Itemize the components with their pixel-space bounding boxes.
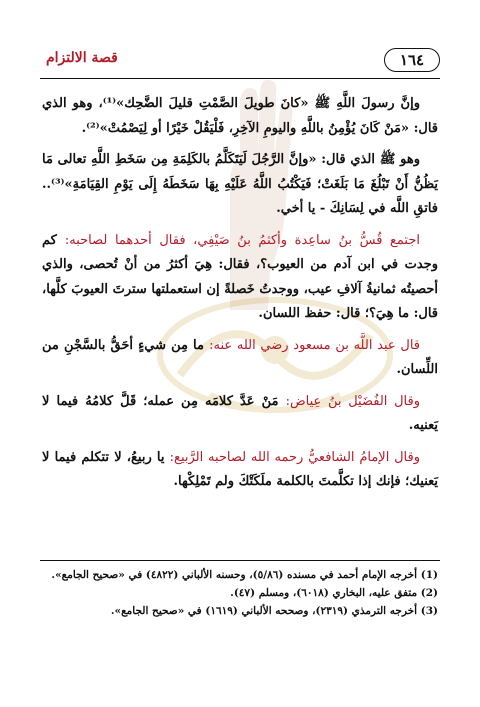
paragraph-text: ما مِن شيءٍ أحَقُّ بالسَّجْنِ من اللِّسان.	[42, 337, 438, 377]
footnote: (1) أخرجه الإمام أحمد في مسنده (٥/٨٦)، وحسنه الألباني (٤٨٢٢) في «صحيح الجامع».	[51, 569, 438, 581]
paragraph	[42, 148, 438, 222]
footnote-rule	[40, 560, 440, 561]
paragraph-text: وهو ﷺ الذي قال: «وإنَّ الرَّجُلَ لَيَتَكَلَّمُ بالكَلِمَةِ مِن سَخَطِ اللَّهِ تعالى مَا يَظُنُّ أَنْ تَبْلُغَ مَا بَلَغَتْ؛ فَيَكْتُبُ اللَّهُ عَلَيْهِ بِهَا سَخَطَهُ إِلَى يَوْمِ القِيَامَةِ»⁽³⁾.. فاتقِ اللَّه في لِسَانِكَ - يا أخي.	[42, 152, 438, 216]
page-header	[40, 48, 440, 76]
running-title: قصة الالتزام	[46, 50, 118, 66]
paragraph	[42, 92, 438, 141]
footnote: (3) أخرجه الترمذي (٢٣١٩)، وصححه الألباني (١٦١٩) في «صحيح الجامع».	[110, 605, 438, 617]
quote-attribution: وقال الإمامُ الشافعيُّ رحمه الله لصاحبه الرَّبيع:	[169, 449, 420, 465]
quote-attribution: وقال الفُضَيْل بنُ عِياض:	[285, 393, 420, 409]
paragraph	[42, 334, 438, 383]
page-number: ١٦٤	[384, 48, 440, 72]
paragraph	[42, 446, 438, 495]
footnotes	[42, 566, 438, 620]
paragraph-text: مَنْ عَدَّ كلامَه مِن عمله؛ قَلَّ كلامُهُ فيما لا يَعنيه.	[42, 393, 438, 433]
header-rule	[40, 78, 440, 79]
footnote: (2) متفق عليه، البخاري (٦٠١٨)، ومسلم (٤٧).	[230, 587, 438, 599]
paragraph-text: كم وجدت في ابن آدم من العيوب؟، فقال: هِيَ أكثرُ من أنْ تُحصى، والذي أحصيتُه ثمانيةُ آلافِ عيب، ووجدتُ خَصلةً إن استعملتها سترتَ العيوبَ كلَّها، قال: ما هِيَ؟؛ قال: حفظ اللسان.	[42, 232, 438, 321]
paragraph-text: وإنَّ رسولَ اللَّهِ ﷺ «كانَ طويلَ الصَّمْتِ قليلَ الضَّحِك»⁽¹⁾، وهو الذي قال: «مَنْ كَانَ يُؤْمِنُ باللَّهِ واليومِ الآخِرِ، فَلْيَقُلْ خَيْرًا أو لِيَصْمُتْ»⁽²⁾.	[42, 96, 438, 136]
paragraph	[42, 390, 438, 439]
paragraph	[42, 229, 438, 327]
paragraph-text: يا ربيعُ، لا تتكلم فيما لا يَعنيك؛ فإنك إذا تكلَّمتَ بالكلمة ملَكَتْكَ ولم تَمْلِكْها.	[42, 449, 438, 489]
quote-attribution: اجتمع قُسُّ بنُ ساعِدة وأكثمُ بنُ صَيْفِي، فقال أحدهما لصاحبه:	[64, 232, 421, 248]
quote-attribution: قال عبد اللَّه بن مسعود رضي الله عنه:	[209, 337, 420, 353]
main-text	[42, 92, 438, 502]
